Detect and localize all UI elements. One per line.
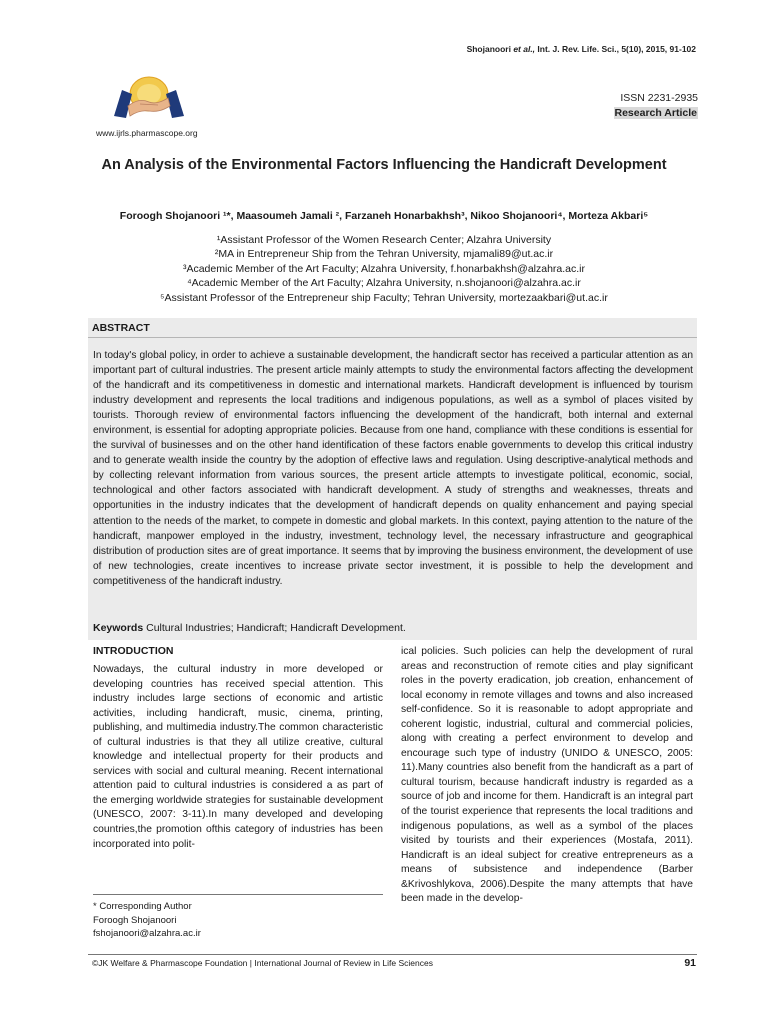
affiliation-2: ²MA in Entrepreneur Ship from the Tehran University, mjamali89@ut.ac.ir [214, 248, 554, 261]
corresponding-author-footnote [93, 900, 383, 941]
author-list: Foroogh Shojanoori ¹*, Maasoumeh Jamali ², Farzaneh Honarbakhsh³, Nikoo Shojanoori⁴, Morteza Akbari⁵ [119, 210, 649, 222]
citation-rest: Int. J. Rev. Life. Sci., 5(10), 2015, 91-102 [535, 44, 696, 54]
keywords-label: Keywords [93, 622, 144, 634]
affiliations [60, 233, 708, 305]
journal-website-url[interactable]: www.ijrls.pharmascope.org [96, 128, 198, 138]
keywords-list: Cultural Industries; Handicraft; Handicraft Development. [143, 622, 406, 634]
introduction-paragraph-right: ical policies. Such policies can help the development of rural areas and reconstruction of remote cities and play significant roles in the poverty eradication, job creation, enhancement of local economy in remote villages and towns and also increased self-confidence. So it is reasonable to adopt appropriate and coherent logistic, industrial, cultural and commercial policies, along with creating a perfect environment to develop and encourage such type of industry (UNIDO & UNESCO, 2005: 11).Many countries also benefit from the handicraft as a part of cultural tourism, because handicraft industry is regarded as a source of job and income for them. Handicraft is an integral part of the tourist experience that represents the local traditions and indigenous populations, as well as a symbol of the places visited by tourists and their experiences (Mostafa, 2011). Handicraft is an ideal subject for creative entrepreneurs as a means of subsistence and independence (Barber &Krivoshlykova, 2006).Despite the many attempts that have been made in the develop- [401, 646, 693, 905]
citation-etal: et al., [510, 44, 536, 54]
running-citation [467, 44, 696, 54]
paper-title: An Analysis of the Environmental Factors Influencing the Handicraft Development [101, 157, 667, 173]
left-column [93, 645, 383, 852]
footnote-name: Foroogh Shojanoori [93, 914, 177, 926]
affiliation-5: ⁵Assistant Professor of the Entrepreneur ship Faculty; Tehran University, mortezaakbari@ut.ac.ir [160, 291, 608, 304]
footnote-divider [93, 894, 383, 895]
citation-author: Shojanoori [466, 44, 511, 54]
affiliation-1: ¹Assistant Professor of the Women Research Center; Alzahra University [216, 234, 552, 246]
page-number: 91 [684, 957, 696, 969]
page-footer-text: ©JK Welfare & Pharmascope Foundation | International Journal of Review in Life Sciences [92, 958, 433, 968]
footnote-label: * Corresponding Author [93, 901, 192, 912]
introduction-heading: INTRODUCTION [93, 645, 174, 657]
abstract-divider [88, 337, 697, 338]
right-column [401, 645, 693, 907]
issn: ISSN 2231-2935 [620, 92, 698, 104]
footnote-email[interactable]: fshojanoori@alzahra.ac.ir [93, 928, 201, 939]
page-footer-divider [88, 954, 697, 955]
abstract-text: In today's global policy, in order to achieve a sustainable development, the handicraft sector has received a particular attention as an important part of cultural industries. The present article mainly attempts to study the environmental factors affecting the development of the handicraft and its competitiveness in domestic and international markets. Handicraft development is influenced by tourism industry development and represents the local traditions and indigenous populations, as well as a symbol of places visited by tourists. Thorough review of environmental factors influencing the development of the handicraft, both internal and external environment, is essential for adopting appropriate policies. Because from one hand, compliance with these conditions is essential for the survival of businesses and on the other hand identification of these factors enable governments to develop this critical industry and to generate wealth inside the country by the adoption of effective laws and regulation. Using descriptive-analytical methods and by collecting relevant information from various sources, the present article attempts to investigate political, economic, social, technological and other factors associated with handicraft development. A study of strengths and weaknesses, threats and opportunities in the industry indicates that the development of handicraft depends on quality enhancement and paying special attention to the needs of the market, to compete in domestic and global markets. In this context, paying attention to the nature of the handicraft, manpower employed in the industry, investment, technology level, the necessary infrastructure and geographical distribution of production sites are of great importance. It seems that by improving the business environment, the development of use of new technologies, create incentives to increase private sector investment, it is possible to help the development and competitiveness of the handicraft industry. [93, 350, 693, 587]
affiliation-4: ⁴Academic Member of the Art Faculty; Alzahra University, n.shojanoori@alzahra.ac.ir [187, 277, 581, 290]
handshake-logo-icon [112, 72, 186, 126]
abstract-heading: ABSTRACT [92, 322, 150, 334]
affiliation-3: ³Academic Member of the Art Faculty; Alzahra University, f.honarbakhsh@alzahra.ac.ir [182, 262, 586, 275]
article-type-badge: Research Article [614, 107, 697, 119]
introduction-paragraph-left: Nowadays, the cultural industry in more developed or developing countries has received special attention. This industry includes large sections of economic and artistic activities, including handicraft, music, cinema, printing, publishing, and multimedia industry.The common characteristic of cultural industries is that they all utilize creative, cultural knowledge and intellectual property for their products and services with social and cultural meaning. Recent international attention paid to cultural industries is considered a as part of the emerging worldwide strategies for sustainable development (UNESCO, 2007: 3-11).In many developed and developing countries,the promotion ofthis category of industries has been incorporated into polit- [93, 664, 383, 850]
keywords [93, 622, 693, 634]
